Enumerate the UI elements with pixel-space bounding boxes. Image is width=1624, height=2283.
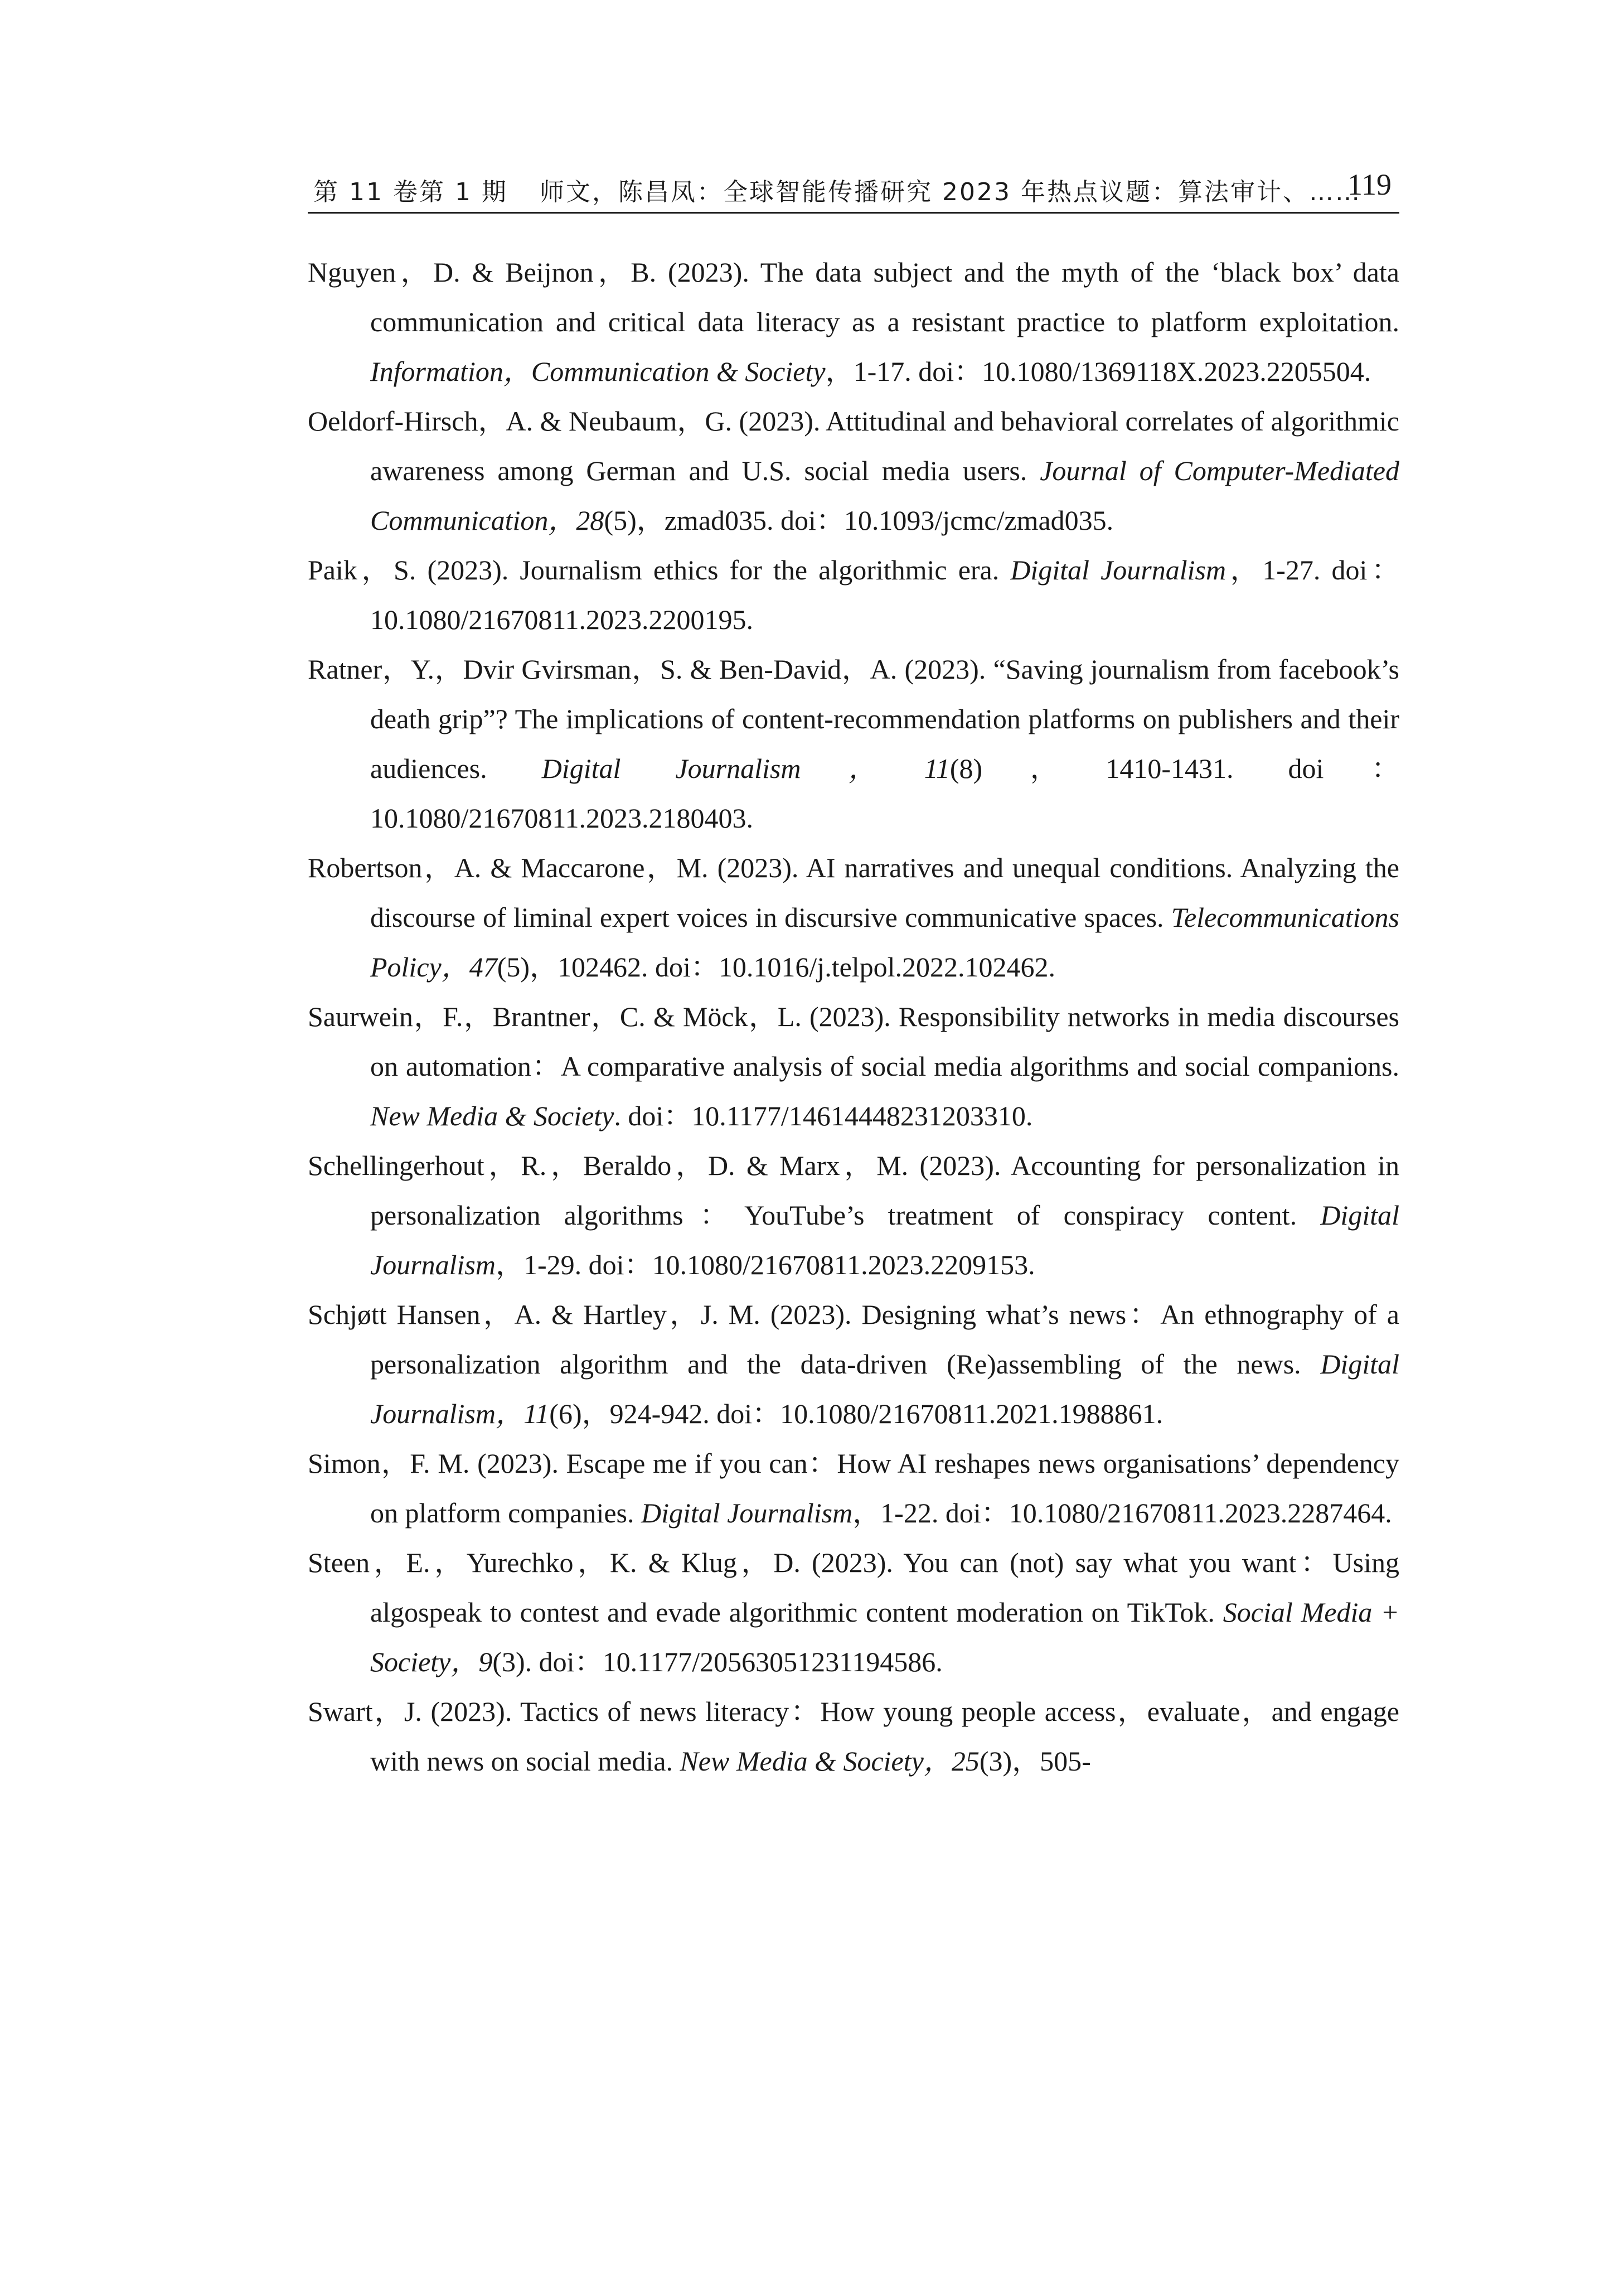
journal-title: Digital Journalism	[641, 1497, 853, 1529]
journal-title: Digital Journalism	[370, 1199, 1399, 1280]
journal-title: Digital Journalism，11	[541, 753, 950, 784]
journal-title: Social Media + Society，9	[370, 1597, 1399, 1677]
reference-text: Steen，E.，Yurechko，K. & Klug，D. (2023). You can (not) say what you want：Using algospeak to contest and evade algorithmic content moderation on TikTok.	[308, 1547, 1399, 1628]
reference-entry	[308, 1141, 1399, 1290]
reference-list	[308, 248, 1399, 1786]
reference-text: Simon，F. M. (2023). Escape me if you can：How AI reshapes news organisations’ dependency on platform companies.	[308, 1448, 1399, 1529]
reference-tail: ，1-22. doi：10.1080/21670811.2023.2287464.	[852, 1497, 1392, 1529]
reference-tail: (8)，1410-1431. doi：10.1080/21670811.2023.2180403.	[370, 753, 1400, 834]
reference-tail: ，1-17. doi：10.1080/1369118X.2023.2205504.	[825, 356, 1371, 387]
reference-text: Ratner，Y.，Dvir Gvirsman，S. & Ben-David，A. (2023). “Saving journalism from facebook’s death grip”? The implications of content-recommendation platforms on publishers and their audiences.	[308, 654, 1399, 784]
reference-entry	[308, 1687, 1399, 1786]
reference-tail: (6)，924-942. doi：10.1080/21670811.2021.1988861.	[549, 1398, 1164, 1429]
issue-label: 第 11 卷第 1 期	[313, 178, 508, 206]
reference-text: Schjøtt Hansen，A. & Hartley，J. M. (2023). Designing what’s news：An ethnography of a personalization algorithm and the data-driven (Re)assembling of the news.	[308, 1299, 1399, 1380]
reference-text: Robertson，A. & Maccarone，M. (2023). AI narratives and unequal conditions. Analyzing the discourse of liminal expert voices in discursive communicative spaces.	[308, 852, 1399, 933]
reference-entry	[308, 545, 1399, 645]
journal-title: New Media & Society	[370, 1100, 614, 1131]
page-number: 119	[1347, 168, 1392, 201]
journal-title: Journal of Computer-Mediated Communication，28	[370, 455, 1399, 536]
reference-entry	[308, 645, 1399, 843]
running-head	[308, 167, 1399, 214]
journal-title: Digital Journalism	[1010, 554, 1227, 586]
reference-entry	[308, 396, 1399, 545]
reference-tail: (3). doi：10.1177/20563051231194586.	[492, 1646, 943, 1677]
reference-entry	[308, 1290, 1399, 1439]
reference-text: Swart，J. (2023). Tactics of news literacy：How young people access，evaluate，and engage with news on social media.	[308, 1696, 1399, 1777]
journal-title: Information，Communication & Society	[370, 356, 826, 387]
reference-entry	[308, 992, 1399, 1141]
journal-title: Telecommunications Policy，47	[370, 902, 1399, 983]
reference-text: Saurwein，F.，Brantner，C. & Möck，L. (2023). Responsibility networks in media discourses on automation：A comparative analysis of social media algorithms and social companions.	[308, 1001, 1399, 1082]
article-running-title: 师文，陈昌凤：全球智能传播研究 2023 年热点议题：算法审计、……	[540, 178, 1361, 206]
reference-tail: ，1-29. doi：10.1080/21670811.2023.2209153.	[496, 1249, 1035, 1280]
reference-text: Nguyen，D. & Beijnon，B. (2023). The data subject and the myth of the ‘black box’ data communication and critical data literacy as a resistant practice to platform exploitation.	[308, 257, 1399, 337]
journal-title: New Media & Society，25	[680, 1745, 980, 1777]
reference-text: Paik，S. (2023). Journalism ethics for the algorithmic era.	[308, 554, 1011, 586]
reference-tail: . doi：10.1177/14614448231203310.	[614, 1100, 1033, 1131]
reference-entry	[308, 843, 1399, 992]
journal-title: Digital Journalism，11	[370, 1348, 1399, 1429]
reference-tail: (5)，zmad035. doi：10.1093/jcmc/zmad035.	[604, 505, 1114, 536]
reference-text: Schellingerhout，R.，Beraldo，D. & Marx，M. (2023). Accounting for personalization in personalization algorithms：YouTube’s treatment of conspiracy content.	[308, 1150, 1399, 1231]
reference-entry	[308, 248, 1399, 396]
reference-tail: ，1-27. doi：10.1080/21670811.2023.2200195.	[370, 554, 1399, 635]
reference-tail: (5)，102462. doi：10.1016/j.telpol.2022.102462.	[497, 951, 1056, 983]
reference-entry	[308, 1538, 1399, 1687]
reference-entry	[308, 1439, 1399, 1538]
reference-tail: (3)，505-	[979, 1745, 1091, 1777]
reference-text: Oeldorf-Hirsch，A. & Neubaum，G. (2023). Attitudinal and behavioral correlates of algorithmic awareness among German and U.S. social media users.	[308, 405, 1399, 486]
